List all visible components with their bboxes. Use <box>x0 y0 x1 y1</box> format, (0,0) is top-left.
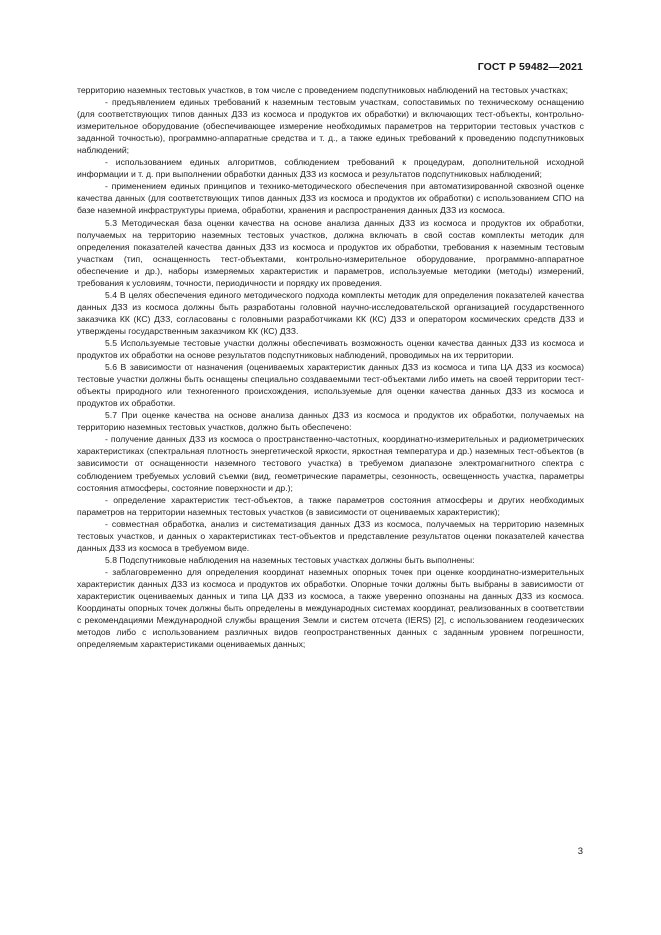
paragraph: - использованием единых алгоритмов, соблюдением требований к процедурам, дополнительной исходной информации и т. д. при выполнении обработки данных ДЗЗ из космоса и результатов подспутниковых наблюдений; <box>77 157 584 180</box>
paragraph: - предъявлением единых требований к наземным тестовым участкам, сопоставимых по техническому оснащению (для соответствующих типов данных ДЗЗ из космоса и продуктов их обработки) и включающих тест-объекты, контрольно-измерительное оборудование (обеспечивающее измерение необходимых параметров на территории тестовых участков с заданной точностью), программно-аппаратные средства и т. д., а также единых требований к проведению подспутниковых наблюдений; <box>77 97 584 156</box>
paragraph: 5.4 В целях обеспечения единого методического подхода комплекты методик для определения показателей качества данных ДЗЗ из космоса должны быть разработаны головной научно-исследовательской организацией государственного заказчика КК (КС) ДЗЗ, согласованы с головными разработчиками КК (КС) ДЗЗ и оператором космических средств ДЗЗ и утверждены государственным заказчиком КК (КС) ДЗЗ. <box>77 289 584 336</box>
paragraph: территорию наземных тестовых участков, в том числе с проведением подспутниковых наблюдений на тестовых участках; <box>77 85 569 95</box>
paragraph: - применением единых принципов и технико-методического обеспечения при автоматизированной сквозной оценке качества данных (для соответствующих типов данных ДЗЗ из космоса и продуктов их обработки) с использованием СПО на базе наземной инфраструктуры приема, обработки, хранения и распространения данных ДЗЗ из космоса. <box>77 181 584 216</box>
paragraph: 5.5 Используемые тестовые участки должны обеспечивать возможность оценки качества данных ДЗЗ из космоса и продуктов их обработки на основе результатов подспутниковых наблюдений, проводимых на их территории. <box>77 337 584 361</box>
paragraph: - совместная обработка, анализ и систематизация данных ДЗЗ из космоса, получаемых на территорию наземных тестовых участков, и данных о характеристиках тест-объектов и представление результатов оценки показателей качества данных ДЗЗ из космоса в требуемом виде. <box>77 518 584 553</box>
paragraph: - заблаговременно для определения координат наземных опорных точек при оценке координатно-измерительных характеристик данных ДЗЗ из космоса и продуктов их обработки. Опорные точки должны быть выбраны в зависимости от характеристик оцениваемых данных и типа ЦА ДЗЗ из космоса, а также уверенно опознаны на данных ДЗЗ из космоса. Координаты опорных точек должны быть определены в международных системах координат, реализованных в соответствии с рекомендациями Международной службы вращения Земли и систем отсчета (IERS) [2], с использованием геодезических методов либо с использованием различных видов геопространственных данных с заданным уровнем погрешности, определяемым характеристиками оцениваемых данных; <box>77 566 584 650</box>
standard-designation: ГОСТ Р 59482—2021 <box>477 61 583 73</box>
paragraph: 5.6 В зависимости от назначения (оцениваемых характеристик данных ДЗЗ из космоса и типа ЦА ДЗЗ из космоса) тестовые участки должны быть оснащены специально создаваемыми тест-объектами либо иметь на своей территории тест-объекты природного или техногенного происхождения, используемые для оценки качества данных ДЗЗ из космоса и продуктов их обработки. <box>77 362 584 409</box>
document-body <box>77 84 584 650</box>
page-number: 3 <box>577 846 583 857</box>
paragraph: 5.7 При оценке качества на основе анализа данных ДЗЗ из космоса и продуктов их обработки, получаемых на территорию наземных тестовых участков, должно быть обеспечено: <box>77 410 584 433</box>
paragraph: 5.8 Подспутниковые наблюдения на наземных тестовых участках должны быть выполнены: <box>105 554 475 565</box>
paragraph: - получение данных ДЗЗ из космоса о пространственно-частотных, координатно-измерительных и радиометрических характеристиках (спектральная плотность энергетической яркости, яркостная температура и др.) наземных тест-объектов (в зависимости от оснащенности наземного тестового участка) в требуемом диапазоне электромагнитного спектра с соблюдением требуемых условий съемки (вид, геометрические параметры, сезонность, освещенность участка, параметры состояния атмосферы, состояние поверхности и др.); <box>77 434 584 493</box>
paragraph: - определение характеристик тест-объектов, а также параметров состояния атмосферы и других необходимых параметров на территории наземных тестовых участков (в зависимости от оцениваемых характеристик); <box>77 494 584 517</box>
paragraph: 5.3 Методическая база оценки качества на основе анализа данных ДЗЗ из космоса и продуктов их обработки, получаемых на территорию наземных тестовых участков, должна включать в свой состав комплекты методик для определения показателей качества данных ДЗЗ из космоса и продуктов их обработки, требования к наземным тестовым участкам (тип, оснащенность тест-объектами, контрольно-измерительное оборудование, программно-аппаратное обеспечение и др.), наборы измеряемых характеристик и параметров, используемые методики (методы) измерений, требования к условиям, точности, периодичности и порядку их проведения. <box>77 217 584 288</box>
